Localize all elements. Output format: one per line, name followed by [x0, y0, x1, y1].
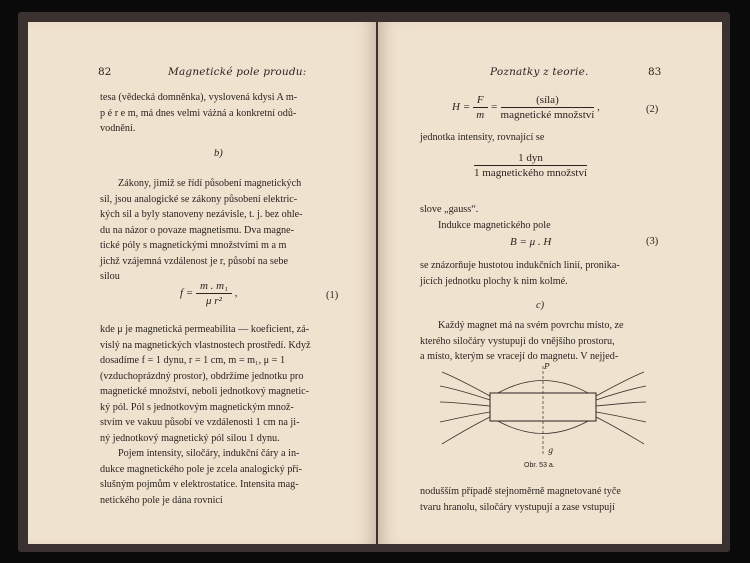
unit-fraction: $\frac{\text{1 dyn}}{\text{1 magnetického množství}}$ — [474, 152, 588, 179]
page-number: 83 — [648, 66, 662, 78]
figure-label-top: P — [544, 362, 550, 371]
paragraph: kde μ je magnetická permeabilita — koeficient, zá- vislý na magnetických vlastnostech prostředí. Když dosadíme f = 1 dynu, r = 1 cm, m = m₁, μ = 1 (vzduchoprázdný prostor), obdržíme jednotku pro magnetické množství, neboli jednotkový magnetic- ký pól. Pól s jednotkovým magnetickým množ- stvím ve vakuu působí ve vzdálenosti 1 cm na ji- ný jednotkový magnetický pól silou 1 dynu. — [100, 324, 311, 444]
paragraph: slove „gauss“. Indukce magnetického pole — [420, 204, 551, 231]
running-header: Magnetické pole proudu: — [168, 66, 307, 78]
paragraph: se znázorňuje hustotou indukčních linií, pronika- jících jednotku plochy k nim kolmé. — [420, 260, 620, 287]
paragraph: jednotka intensity, rovnající se — [420, 132, 545, 143]
paragraph: nodušším případě stejnoměrně magnetované tyče tvaru hranolu, siločáry vystupují a zase vstupují — [420, 486, 621, 513]
equation-number: (1) — [326, 290, 339, 301]
paragraph: Zákony, jimiž se řídí působení magnetických sil, jsou analogické se zákony působení elektric- kých sil a byly stanoveny nezávisle, t. j. bez ohle- du na názor o povaze magnetismu. Dva magne- tické póly s magnetickými množstvími m a m jichž vzájemná vzdálenost je r, působí na sebe silou — [100, 178, 303, 282]
equation-2: H = $\frac{F}{m}$ = $\frac{\text{(síla)}}{\text{magnetické množství}}$ , — [452, 94, 600, 121]
figure-label-bottom: g — [548, 446, 554, 455]
paragraph: Každý magnet má na svém povrchu místo, ze kterého siločáry vystupují do vnějšího prostoru, a místo, kterým se vracejí do magnetu. V nejjed- — [420, 320, 624, 362]
paragraph: tesa (vědecká domněnka), vyslovená kdysi A m- p é r e m, má dnes velmi váżná a konkretní odů- vodnění. — [100, 92, 298, 134]
equation-3: B = μ . H — [510, 236, 552, 248]
right-page — [378, 22, 722, 544]
running-header: Poznatky z teorie. — [490, 66, 589, 78]
section-label: c) — [536, 300, 545, 311]
equation-number: (3) — [646, 236, 659, 247]
paragraph: Pojem intensity, siločáry, indukční čáry a in- dukce magnetického pole je zcela analogický pří- slušným pojmům v elektrostatice. Intensita mag- netického pole je dána rovnicí — [100, 448, 302, 506]
figure-caption: Obr. 53 a. — [524, 462, 555, 469]
magnet-field-figure — [438, 362, 648, 460]
equation-1: f = $\frac{\text{m . m₁}}{\text{μ r²}}$ , — [180, 280, 238, 307]
equation-number: (2) — [646, 104, 659, 115]
left-page — [28, 22, 376, 544]
section-label: b) — [214, 148, 223, 159]
page-number: 82 — [98, 66, 112, 78]
